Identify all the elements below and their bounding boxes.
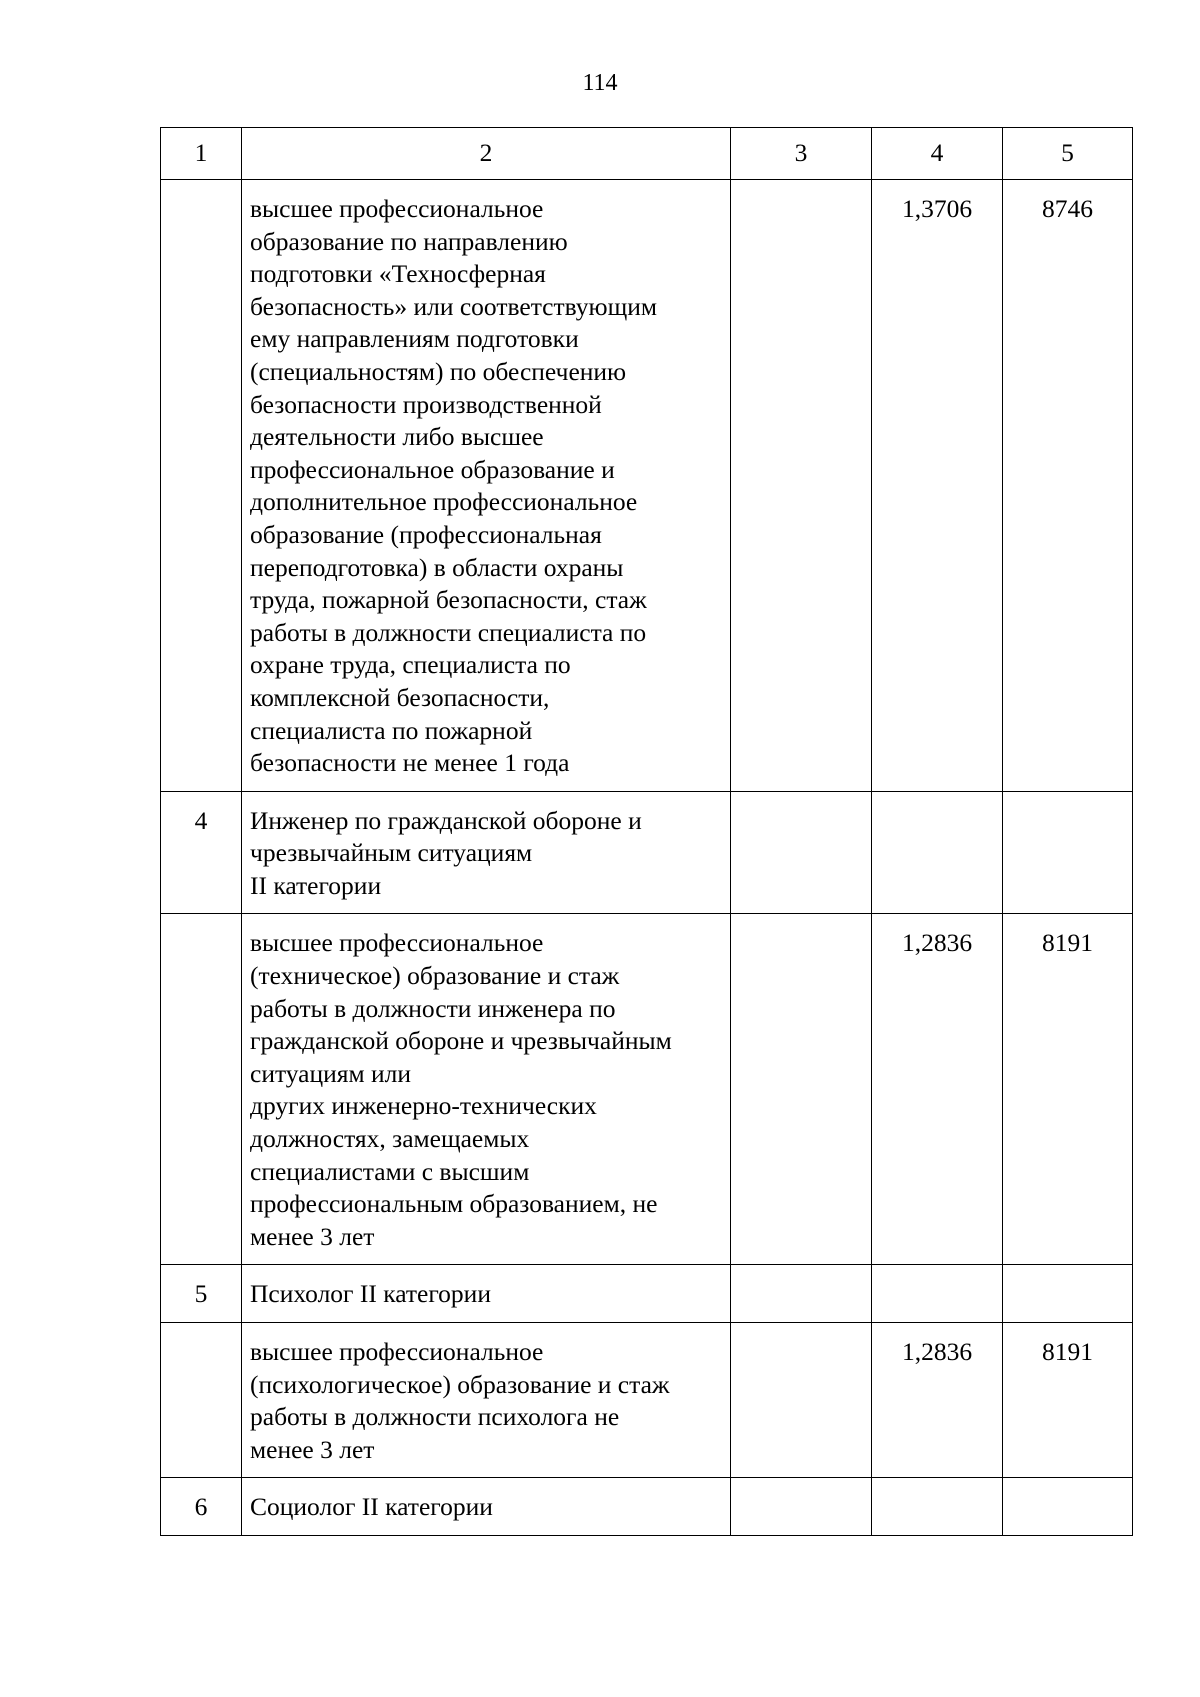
column-3-cell xyxy=(731,914,872,1265)
table-row xyxy=(161,1265,1133,1323)
position-title-cell: Психолог II категории xyxy=(242,1265,731,1323)
row-number-cell xyxy=(161,914,242,1265)
column-header-5: 5 xyxy=(1003,128,1133,180)
row-number-cell: 5 xyxy=(161,1265,242,1323)
position-title-cell: Инженер по гражданской обороне и чрезвычайным ситуациям II категории xyxy=(242,791,731,914)
coefficient-cell xyxy=(872,791,1003,914)
table-row xyxy=(161,180,1133,792)
row-number-cell xyxy=(161,180,242,792)
row-number-cell: 6 xyxy=(161,1478,242,1536)
salary-cell xyxy=(1003,1478,1133,1536)
salary-cell: 8746 xyxy=(1003,180,1133,792)
column-header-3: 3 xyxy=(731,128,872,180)
coefficient-cell: 1,3706 xyxy=(872,180,1003,792)
table-row xyxy=(161,1478,1133,1536)
table-row xyxy=(161,914,1133,1265)
row-number-cell xyxy=(161,1323,242,1478)
column-header-2: 2 xyxy=(242,128,731,180)
table-row xyxy=(161,791,1133,914)
requirement-text-cell: высшее профессиональное образование по направлению подготовки «Техносферная безопасность» или соответствующим ему направлениям подготовки (специальностям) по обеспечению безопасности производственной деятельности либо высшее профессиональное образование и дополнительное профессиональное образование (профессиональная переподготовка) в области охраны труда, пожарной безопасности, стаж работы в должности специалиста по охране труда, специалиста по комплексной безопасности, специалиста по пожарной безопасности не менее 1 года xyxy=(242,180,731,792)
coefficient-cell xyxy=(872,1478,1003,1536)
page-number: 114 xyxy=(582,70,618,96)
column-header-1: 1 xyxy=(161,128,242,180)
requirement-text-cell: высшее профессиональное (техническое) образование и стаж работы в должности инженера по гражданской обороне и чрезвычайным ситуациям или других инженерно-технических должностях, замещаемых специалистами с высшим профессиональным образованием, не менее 3 лет xyxy=(242,914,731,1265)
column-3-cell xyxy=(731,1265,872,1323)
salary-cell: 8191 xyxy=(1003,1323,1133,1478)
column-3-cell xyxy=(731,791,872,914)
row-number-cell: 4 xyxy=(161,791,242,914)
table-header-row xyxy=(161,128,1133,180)
column-header-4: 4 xyxy=(872,128,1003,180)
salary-cell xyxy=(1003,1265,1133,1323)
coefficient-cell: 1,2836 xyxy=(872,914,1003,1265)
salary-cell xyxy=(1003,791,1133,914)
qualification-table xyxy=(160,127,1133,1536)
coefficient-cell xyxy=(872,1265,1003,1323)
column-3-cell xyxy=(731,1478,872,1536)
table-row xyxy=(161,1323,1133,1478)
column-3-cell xyxy=(731,180,872,792)
column-3-cell xyxy=(731,1323,872,1478)
requirement-text-cell: высшее профессиональное (психологическое) образование и стаж работы в должности психолога не менее 3 лет xyxy=(242,1323,731,1478)
coefficient-cell: 1,2836 xyxy=(872,1323,1003,1478)
salary-cell: 8191 xyxy=(1003,914,1133,1265)
position-title-cell: Социолог II категории xyxy=(242,1478,731,1536)
